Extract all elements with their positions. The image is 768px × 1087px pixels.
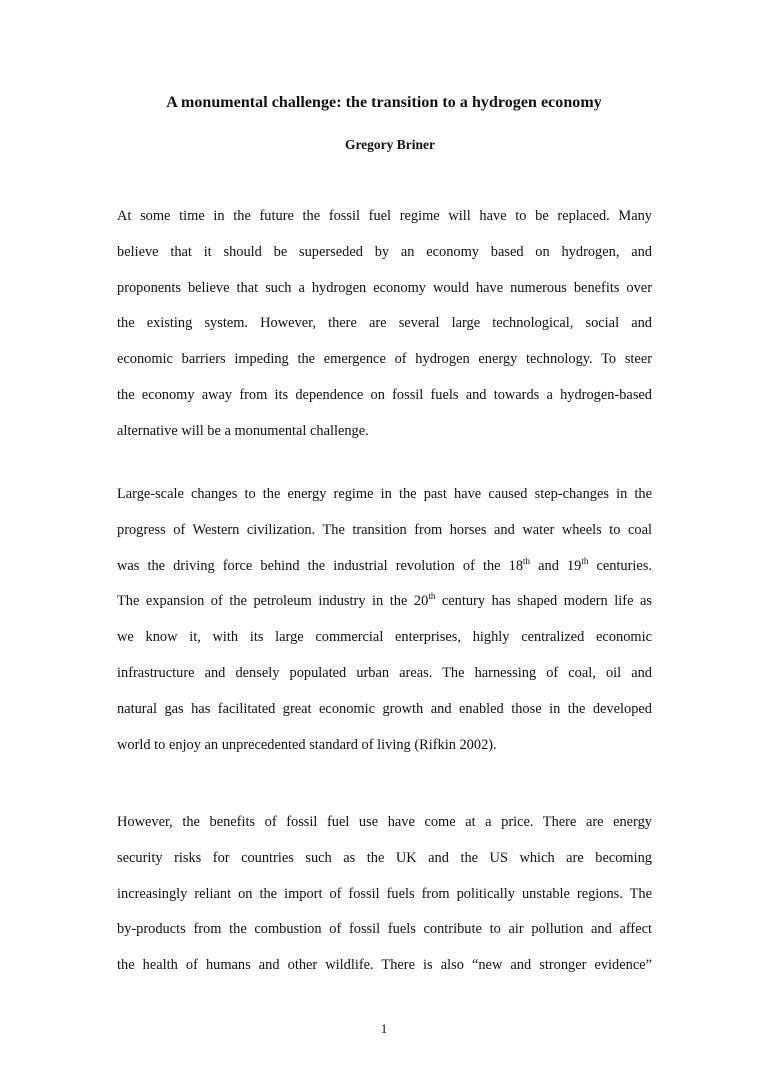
paragraph-line: infrastructure and densely populated urban areas. The harnessing of coal, oil and	[117, 664, 652, 681]
text-run: The expansion of the petroleum industry in the 20	[117, 593, 429, 610]
text-run: centuries.	[588, 557, 653, 574]
paragraph-line: increasingly reliant on the import of fossil fuels from politically unstable regions. The	[117, 885, 652, 902]
paragraph-line: we know it, with its large commercial enterprises, highly centralized economic	[117, 629, 652, 646]
document-author: Gregory Briner	[344, 137, 436, 152]
text-run: century has shaped modern life as	[435, 593, 652, 610]
paragraph-line-with-superscripts	[117, 549, 652, 585]
paragraph-line: natural gas has facilitated great economic growth and enabled those in the developed	[117, 700, 652, 717]
paragraph-line: the economy away from its dependence on fossil fuels and towards a hydrogen-based	[117, 386, 652, 403]
text-run: and 19	[530, 557, 582, 574]
paragraph-line: by-products from the combustion of fossil fuels contribute to air pollution and affect	[117, 921, 652, 938]
paragraph-line: security risks for countries such as the UK and the US which are becoming	[117, 849, 652, 866]
paragraph-line: believe that it should be superseded by an economy based on hydrogen, and	[117, 243, 652, 260]
paragraph-line: However, the benefits of fossil fuel use have come at a price. There are energy	[117, 814, 652, 830]
paragraph-line: proponents believe that such a hydrogen economy would have numerous benefits over	[117, 279, 652, 296]
paragraph-1	[117, 199, 652, 450]
text-run: was the driving force behind the industrial revolution of the 18	[117, 557, 524, 574]
paragraph-line: At some time in the future the fossil fuel regime will have to be replaced. Many	[117, 208, 652, 224]
ordinal-superscript: th	[581, 555, 589, 566]
ordinal-superscript: th	[523, 555, 531, 566]
paragraph-2	[117, 477, 652, 763]
paragraph-line: the existing system. However, there are several large technological, social and	[117, 315, 652, 332]
paragraph-line: Large-scale changes to the energy regime in the past have caused step-changes in the	[117, 486, 652, 502]
document-title: A monumental challenge: the transition to a hydrogen economy	[166, 94, 602, 111]
paragraph-3	[117, 805, 652, 984]
page-number: 1	[380, 1021, 388, 1036]
paragraph-line: alternative will be a monumental challenge.	[117, 422, 369, 439]
ordinal-superscript: th	[428, 591, 436, 602]
paragraph-line: the health of humans and other wildlife. There is also “new and stronger evidence”	[117, 957, 652, 974]
paragraph-line: progress of Western civilization. The transition from horses and water wheels to coal	[117, 521, 652, 538]
paragraph-line-with-superscript	[117, 584, 652, 620]
paragraph-line: economic barriers impeding the emergence of hydrogen energy technology. To steer	[117, 351, 652, 368]
paragraph-line: world to enjoy an unprecedented standard of living (Rifkin 2002).	[117, 736, 497, 753]
